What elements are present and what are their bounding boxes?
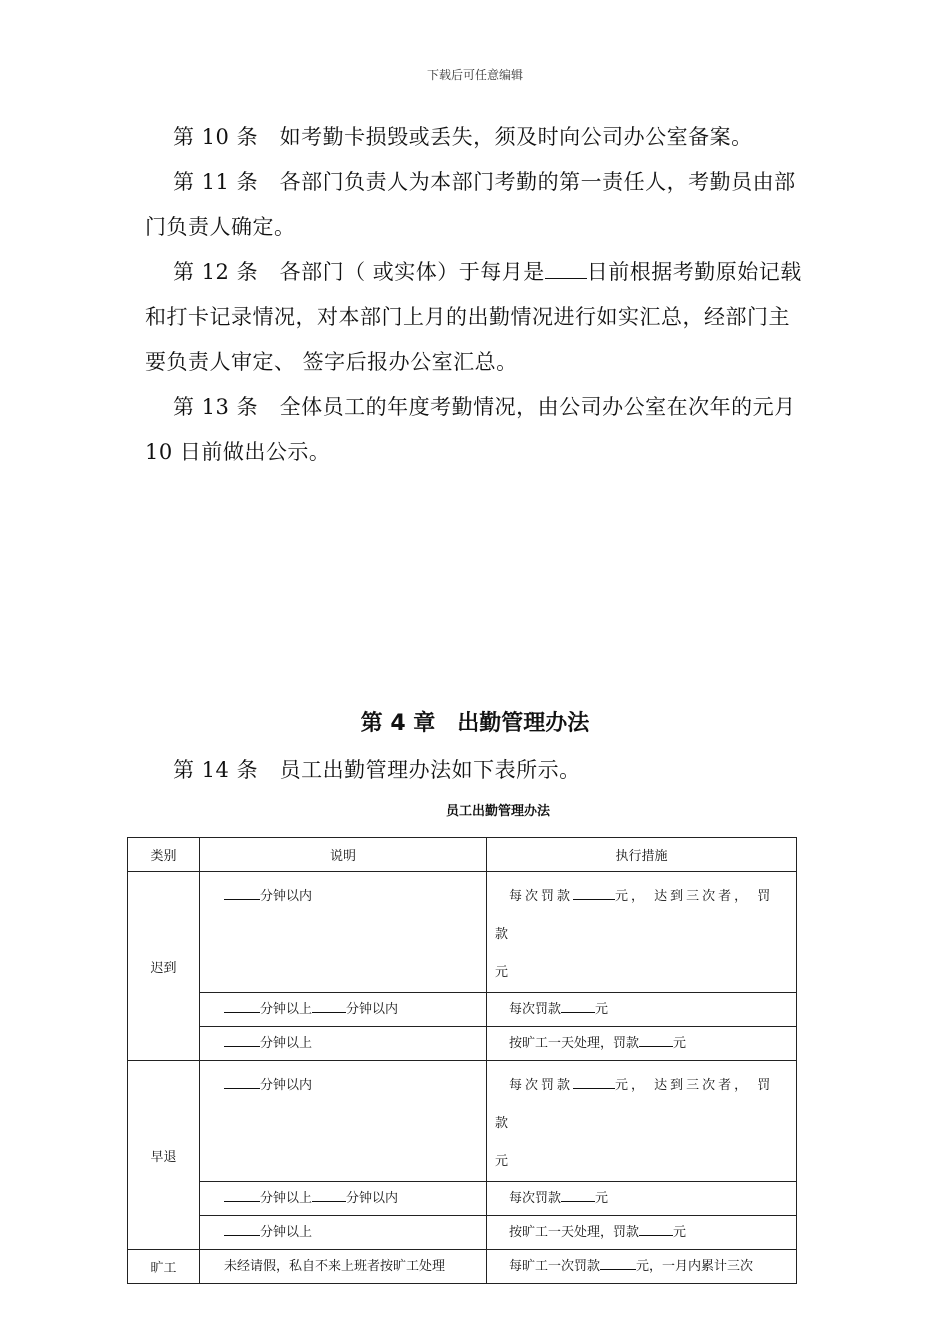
blank-line: [312, 1201, 346, 1202]
attendance-table: [127, 837, 797, 1284]
late-measure-3-a: 按旷工一天处理，罚款: [509, 1036, 640, 1051]
early-measure-2: [487, 1182, 797, 1216]
early-desc-2: [200, 1182, 487, 1216]
blank-line: [561, 1012, 595, 1013]
article-14: 第 14 条 员工出勤管理办法如下表所示。: [173, 758, 581, 782]
blank-line: [224, 1012, 260, 1013]
late-measure-3: [487, 1027, 797, 1061]
blank-line: [573, 1088, 615, 1089]
late-desc-3-text: 分钟以上: [260, 1036, 313, 1051]
early-measure-1-b: 元， 达到三次者， 罚款: [495, 1078, 774, 1131]
late-desc-2-a: 分钟以上: [260, 1002, 313, 1017]
table-title: 员工出勤管理办法: [445, 804, 550, 819]
header-note: 下载后可任意编辑: [426, 68, 523, 82]
table-row: [128, 1061, 797, 1182]
early-measure-3-b: 元: [673, 1225, 687, 1240]
late-measure-1-a: 每次罚款: [509, 889, 574, 904]
blank-line: [561, 1201, 595, 1202]
article-12-part1: 第 12 条 各部门（ 或实体）于每月是: [173, 260, 545, 284]
late-measure-2-b: 元: [595, 1002, 609, 1017]
early-measure-3: [487, 1216, 797, 1250]
absent-desc: 未经请假，私自不来上班者按旷工处理: [200, 1250, 487, 1284]
table-row: [128, 1182, 797, 1216]
article-13: 第 13 条 全体员工的年度考勤情况，由公司办公室在次年的元月 10 日前做出公示。: [145, 395, 796, 464]
chapter-title: 第 4 章 出勤管理办法: [360, 711, 590, 736]
late-measure-3-b: 元: [673, 1036, 687, 1051]
early-measure-1: [487, 1061, 797, 1182]
early-desc-2-b: 分钟以内: [346, 1191, 399, 1206]
category-late: 迟到: [128, 872, 200, 1061]
early-measure-1-c: 元: [495, 1154, 509, 1169]
article-11: 第 11 条 各部门负责人为本部门考勤的第一责任人，考勤员由部门负责人确定。: [145, 170, 796, 239]
blank-line: [224, 899, 260, 900]
article-12: [145, 250, 810, 385]
early-measure-2-a: 每次罚款: [509, 1191, 562, 1206]
late-measure-2-a: 每次罚款: [509, 1002, 562, 1017]
early-measure-1-a: 每次罚款: [509, 1078, 574, 1093]
blank-line: [639, 1046, 673, 1047]
table-row: [128, 872, 797, 993]
table-row: [128, 1027, 797, 1061]
absent-measure-b: 元，一月内累计三次: [636, 1259, 754, 1274]
late-measure-1-b: 元， 达到三次者， 罚款: [495, 889, 774, 942]
absent-measure: [487, 1250, 797, 1284]
article-10: 第 10 条 如考勤卡损毁或丢失，须及时向公司办公室备案。: [173, 125, 753, 149]
category-early: 早退: [128, 1061, 200, 1250]
blank-line: [573, 899, 615, 900]
blank-line: [224, 1201, 260, 1202]
blank-line: [545, 278, 587, 279]
table-row: [128, 1216, 797, 1250]
header-measures: 执行措施: [487, 838, 797, 872]
early-desc-1-text: 分钟以内: [260, 1078, 313, 1093]
table-row: [128, 1250, 797, 1284]
early-measure-3-a: 按旷工一天处理，罚款: [509, 1225, 640, 1240]
blank-line: [600, 1269, 636, 1270]
header-category: 类别: [128, 838, 200, 872]
late-desc-1: [200, 872, 487, 993]
blank-line: [224, 1235, 260, 1236]
early-desc-3: [200, 1216, 487, 1250]
article-12-part2: 日前根据考勤原始记载和打卡记录情况，对本部门上月的出勤情况进行如实汇总，经部门主要负责人审定、 签字后报办公室汇总。: [145, 260, 802, 374]
blank-line: [224, 1088, 260, 1089]
late-measure-1: [487, 872, 797, 993]
late-desc-3: [200, 1027, 487, 1061]
late-measure-2: [487, 993, 797, 1027]
late-desc-2: [200, 993, 487, 1027]
early-measure-2-b: 元: [595, 1191, 609, 1206]
early-desc-1: [200, 1061, 487, 1182]
blank-line: [224, 1046, 260, 1047]
early-desc-2-a: 分钟以上: [260, 1191, 313, 1206]
blank-line: [639, 1235, 673, 1236]
late-desc-1-text: 分钟以内: [260, 889, 313, 904]
early-desc-3-text: 分钟以上: [260, 1225, 313, 1240]
late-measure-1-c: 元: [495, 965, 509, 980]
absent-measure-a: 每旷工一次罚款: [509, 1259, 601, 1274]
header-description: 说明: [200, 838, 487, 872]
late-desc-2-b: 分钟以内: [346, 1002, 399, 1017]
table-row: [128, 993, 797, 1027]
category-absent: 旷工: [128, 1250, 200, 1284]
blank-line: [312, 1012, 346, 1013]
